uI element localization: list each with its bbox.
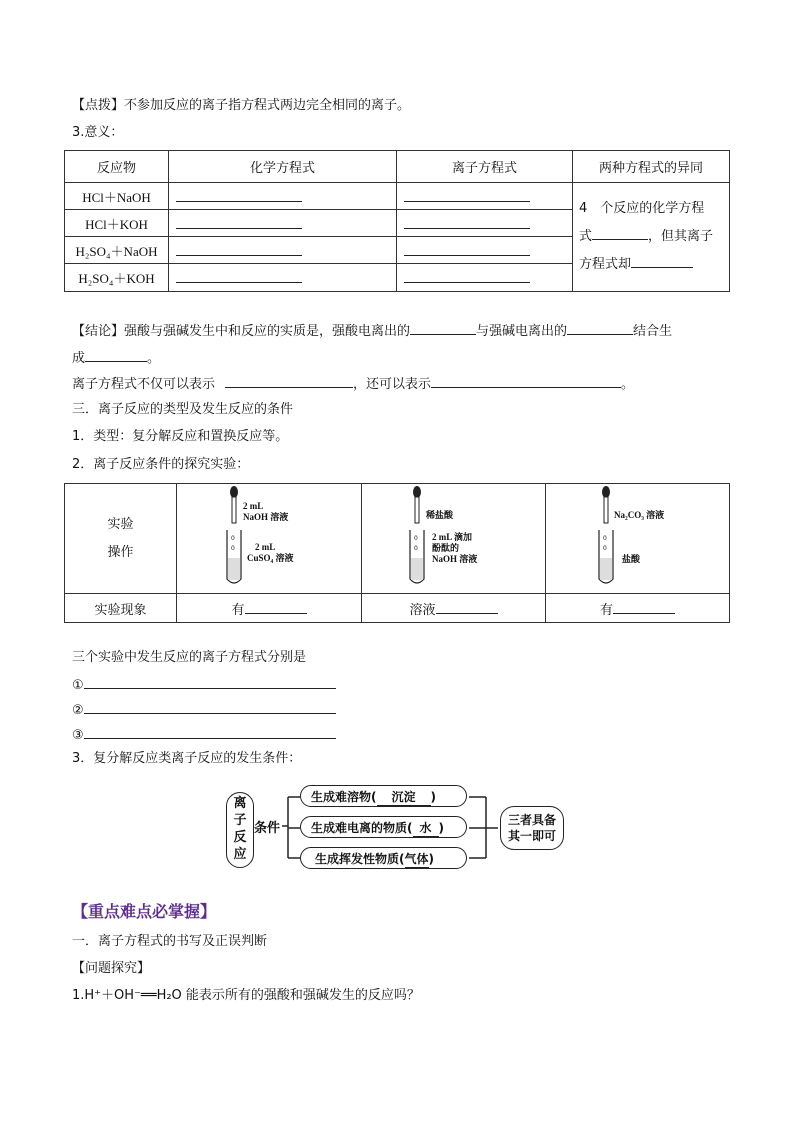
reactant-cell: HCl＋NaOH bbox=[65, 183, 169, 210]
vertical-char: 离 bbox=[233, 796, 247, 811]
answer-blank bbox=[225, 373, 353, 388]
drop-label-line: NaOH 溶液 bbox=[243, 512, 289, 522]
condition-text: 生成挥发性物质( bbox=[315, 852, 405, 866]
answer-blank bbox=[85, 347, 147, 362]
experiment2-cell bbox=[362, 484, 546, 594]
drop-label bbox=[426, 510, 453, 521]
drop-label-line: 2 mL bbox=[243, 501, 264, 511]
reactant-cell: HCl＋KOH bbox=[65, 210, 169, 237]
conclusion-text: 强酸与强碱发生中和反应的实质是，强酸电离出的 bbox=[124, 324, 411, 339]
condition-text: ) bbox=[428, 852, 434, 866]
ionic-eq-cell bbox=[397, 183, 573, 210]
question1: 1.H⁺＋OH⁻══H₂O 能表示所有的强酸和强碱发生的反应吗？ bbox=[72, 988, 420, 1003]
volatile-box bbox=[300, 847, 467, 869]
ionic-eq-text: 离子方程式不仅可以表示 bbox=[72, 377, 216, 392]
circled-number: ② bbox=[72, 703, 84, 718]
phenomenon-label: 实验现象 bbox=[65, 594, 177, 623]
conclusion-text: 结合生 bbox=[633, 324, 673, 339]
equation-line-2 bbox=[72, 699, 336, 721]
condition-answer: 气体 bbox=[404, 852, 429, 866]
equation-line-1 bbox=[72, 674, 336, 696]
chem-eq-cell bbox=[169, 264, 397, 292]
drop-label-line: 稀盐酸 bbox=[426, 510, 454, 520]
answer-blank bbox=[613, 599, 675, 614]
reactant-cell: H₂SO₄＋KOH bbox=[65, 264, 169, 292]
answer-blank bbox=[404, 214, 530, 229]
answer-blank bbox=[84, 724, 336, 739]
svg-text:0: 0 bbox=[414, 545, 418, 552]
drop-label bbox=[243, 501, 288, 523]
conclusion-text: 与强碱电离出的 bbox=[476, 324, 568, 339]
experiment-table bbox=[64, 483, 730, 623]
ionic-eq-cell bbox=[397, 210, 573, 237]
answer-blank bbox=[84, 674, 336, 689]
ionic-eq-cell bbox=[397, 264, 573, 292]
note-text: 方程式却 bbox=[579, 257, 632, 272]
reactant-cell: H₂SO₄＋NaOH bbox=[65, 237, 169, 264]
chem-eq-cell bbox=[169, 210, 397, 237]
section3-title: 三．离子反应的类型及发生反应的条件 bbox=[72, 402, 294, 417]
dropper-icon bbox=[227, 486, 241, 526]
any-one-text: 三者具备 bbox=[507, 813, 556, 827]
test-tube-icon bbox=[408, 530, 426, 588]
tube-label-line: 2 mL bbox=[255, 542, 276, 552]
note-line2 bbox=[579, 223, 723, 251]
tube-label bbox=[432, 532, 477, 565]
phenomenon3-cell bbox=[546, 594, 730, 623]
dropper-icon bbox=[410, 486, 424, 526]
condition-text: 生成难溶物( bbox=[311, 790, 377, 804]
condition-text: 生成难电离的物质( bbox=[311, 821, 413, 835]
condition-answer: 水 bbox=[413, 821, 439, 837]
conclusion-text: 。 bbox=[147, 351, 161, 366]
similarity-cell bbox=[573, 183, 730, 292]
circled-number: ③ bbox=[72, 728, 84, 743]
circled-number: ① bbox=[72, 678, 84, 693]
tube-label-line: 盐酸 bbox=[622, 554, 641, 564]
tip-label: 【点拨】 bbox=[72, 98, 125, 113]
answer-blank bbox=[176, 268, 302, 283]
tube-label bbox=[247, 542, 293, 564]
header-reactant: 反应物 bbox=[65, 151, 169, 183]
phenomenon2-cell bbox=[362, 594, 546, 623]
experiment3-cell bbox=[546, 484, 730, 594]
vertical-char: 子 bbox=[233, 813, 247, 828]
operation-label: 操作 bbox=[107, 544, 134, 560]
svg-text:0: 0 bbox=[231, 535, 235, 542]
conclusion-label: 【结论】 bbox=[72, 324, 125, 339]
answer-blank bbox=[436, 599, 498, 614]
ionic-equation-line bbox=[72, 373, 634, 395]
chem-eq-cell bbox=[169, 237, 397, 264]
operation-label-cell bbox=[65, 484, 177, 594]
phenomenon-text: 有 bbox=[231, 602, 245, 618]
phenomenon-text: 有 bbox=[599, 602, 613, 618]
dropper-icon bbox=[599, 486, 613, 526]
ionic-eq-text: ，还可以表示 bbox=[353, 377, 432, 392]
phenomenon1-cell bbox=[177, 594, 362, 623]
drop-label bbox=[614, 510, 664, 521]
answer-blank bbox=[84, 699, 336, 714]
vertical-char: 反 bbox=[233, 830, 247, 845]
condition-label: 条件 bbox=[254, 821, 281, 836]
note-line3 bbox=[579, 251, 723, 279]
tip-line bbox=[72, 96, 410, 116]
test-tube-icon bbox=[225, 530, 243, 588]
note-text: ，但其离子 bbox=[648, 229, 714, 244]
answer-blank bbox=[404, 268, 530, 283]
conditions-diagram bbox=[226, 782, 576, 882]
key-points-heading: 【重点难点必掌握】 bbox=[72, 902, 217, 921]
experiment1-cell bbox=[177, 484, 362, 594]
tube-label-line: NaOH 溶液 bbox=[432, 554, 478, 564]
ionic-reaction-box bbox=[226, 792, 254, 868]
equation-line-3 bbox=[72, 724, 336, 746]
svg-text:0: 0 bbox=[231, 545, 235, 552]
three-exp-title: 三个实验中发生反应的离子方程式分别是 bbox=[72, 650, 307, 665]
tube-label-line: 酚酞的 bbox=[432, 543, 460, 553]
answer-blank bbox=[245, 599, 307, 614]
meaning-title: 3.意义： bbox=[72, 125, 124, 140]
answer-blank bbox=[410, 320, 476, 335]
answer-blank bbox=[404, 241, 530, 256]
item3: 3．复分解反应类离子反应的发生条件： bbox=[72, 751, 302, 766]
ionic-eq-cell bbox=[397, 237, 573, 264]
header-similarity: 两种方程式的异同 bbox=[573, 151, 730, 183]
item2: 2．离子反应条件的探究实验： bbox=[72, 457, 250, 472]
explore-label: 【问题探究】 bbox=[72, 961, 151, 976]
answer-blank bbox=[176, 187, 302, 202]
section1-title: 一．离子方程式的书写及正误判断 bbox=[72, 934, 268, 949]
tube-label-line: 2 mL 滴加 bbox=[432, 532, 473, 542]
answer-blank bbox=[592, 225, 648, 240]
condition-text: ) bbox=[430, 790, 436, 804]
any-one-box bbox=[500, 806, 564, 850]
equation-comparison-table bbox=[64, 150, 730, 292]
phenomenon-text: 溶液 bbox=[409, 602, 436, 618]
operation-label: 实验 bbox=[107, 516, 134, 532]
answer-blank bbox=[404, 187, 530, 202]
condition-text: ) bbox=[438, 821, 444, 835]
conclusion-text: 成 bbox=[72, 351, 86, 366]
test-tube-icon bbox=[597, 530, 615, 588]
precipitate-box bbox=[300, 785, 467, 807]
tip-text: 不参加反应的离子指方程式两边完全相同的离子。 bbox=[124, 98, 411, 113]
note-line1: 4 个反应的化学方程 bbox=[579, 201, 705, 216]
answer-blank bbox=[567, 320, 633, 335]
tube-label-line: CuSO₄ 溶液 bbox=[247, 553, 294, 563]
answer-blank bbox=[176, 241, 302, 256]
svg-text:0: 0 bbox=[603, 545, 607, 552]
answer-blank bbox=[431, 373, 621, 388]
header-chemical-equation: 化学方程式 bbox=[169, 151, 397, 183]
item1: 1．类型：复分解反应和置换反应等。 bbox=[72, 429, 289, 444]
conclusion-line2 bbox=[72, 347, 160, 369]
vertical-char: 应 bbox=[233, 847, 247, 862]
tube-label bbox=[622, 554, 640, 565]
ionic-eq-text: 。 bbox=[621, 377, 635, 392]
answer-blank bbox=[631, 253, 693, 268]
conclusion-line1 bbox=[72, 320, 672, 342]
drop-label-line: Na₂CO₃ 溶液 bbox=[614, 510, 665, 520]
answer-blank bbox=[176, 214, 302, 229]
any-one-text: 其一即可 bbox=[507, 829, 556, 843]
svg-text:0: 0 bbox=[603, 535, 607, 542]
svg-text:0: 0 bbox=[414, 535, 418, 542]
weak-electrolyte-box bbox=[300, 816, 467, 838]
header-ionic-equation: 离子方程式 bbox=[397, 151, 573, 183]
condition-answer: 沉淀 bbox=[377, 790, 431, 806]
note-text: 式 bbox=[579, 229, 593, 244]
chem-eq-cell bbox=[169, 183, 397, 210]
